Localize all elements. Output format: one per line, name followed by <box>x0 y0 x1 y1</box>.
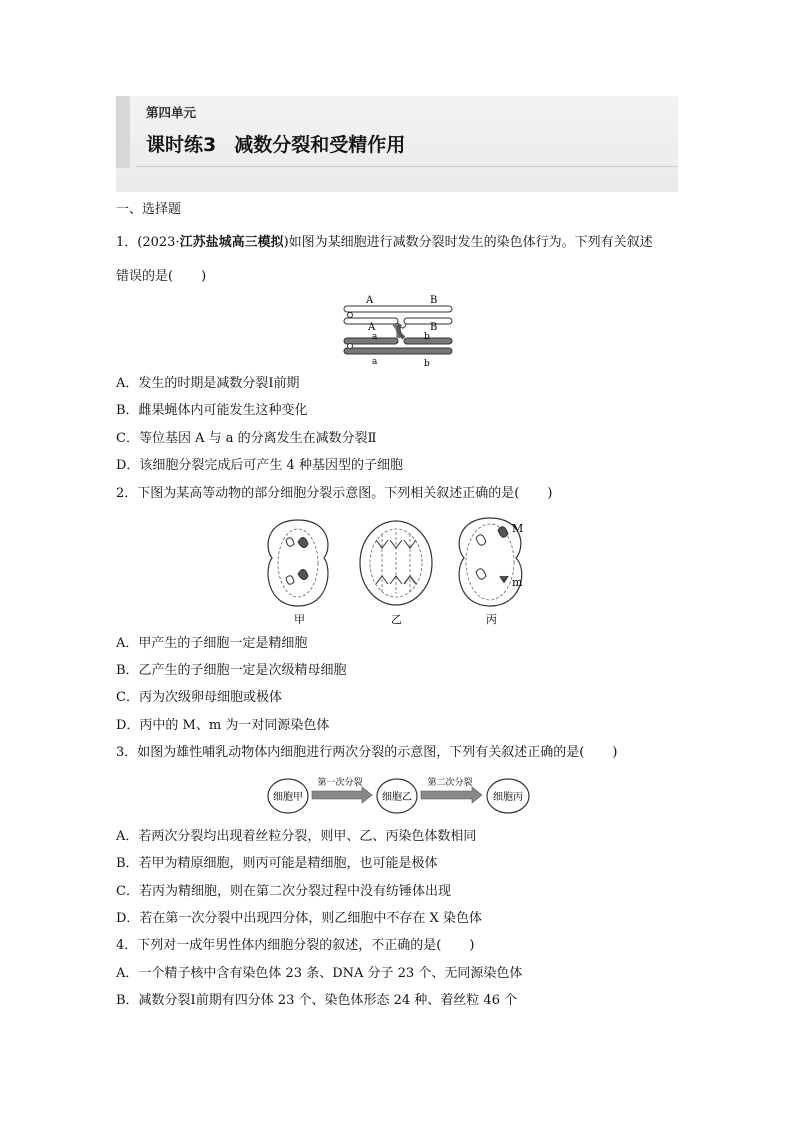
crossover-strand-2 <box>399 324 404 338</box>
cell-jia <box>268 520 328 626</box>
header-accent-bar <box>116 96 130 168</box>
q3-option-c: C．若丙为精细胞，则在第二次分裂过程中没有纺锤体出现 <box>116 884 451 899</box>
q1-source: 江苏盐城高三模拟 <box>179 235 284 250</box>
q1-paren-close: ) <box>201 269 207 284</box>
flow-arrow-1 <box>312 787 372 803</box>
mark-M: M <box>512 522 524 535</box>
fig-label-A1: A <box>366 295 374 306</box>
centromere-upper <box>348 313 353 318</box>
flow-arrow-2-label: 第二次分裂 <box>427 778 473 788</box>
fig-label-a2: a <box>372 357 378 367</box>
q1-option-c: C．等位基因 A 与 a 的分离发生在减数分裂Ⅱ <box>116 431 377 446</box>
fig-label-a1: a <box>372 332 378 342</box>
q1-source-close: ) <box>283 235 289 250</box>
flow-cell-2-label: 细胞乙 <box>382 792 412 803</box>
chromatid-lower-1a <box>344 338 398 344</box>
lesson-title <box>146 130 405 157</box>
q1-stem-line1 <box>116 235 653 251</box>
q3-option-b: B．若甲为精原细胞，则丙可能是精细胞，也可能是极体 <box>116 856 438 871</box>
q1-source-open: (2023· <box>137 235 180 250</box>
q1-stem-text2: 错误的是( <box>116 269 174 284</box>
flow-cell-1-label: 细胞甲 <box>273 792 303 803</box>
header-rule <box>136 166 678 167</box>
fig-label-A2: A <box>368 322 376 333</box>
cell-label-yi: 乙 <box>391 613 402 626</box>
q1-option-d: D．该细胞分裂完成后可产生 4 种基因型的子细胞 <box>116 458 403 473</box>
q3-option-a: A．若两次分裂均出现着丝粒分裂，则甲、乙、丙染色体数相同 <box>116 829 477 844</box>
fig-label-b2: b <box>424 359 430 369</box>
q1-number: 1． <box>116 235 138 250</box>
q4-stem <box>116 938 474 954</box>
q2-option-b: B．乙产生的子细胞一定是次级精母细胞 <box>116 663 347 678</box>
flow-arrow-2 <box>421 787 482 803</box>
q3-stem <box>116 745 617 761</box>
q2-stem <box>116 486 552 502</box>
cell-label-bing: 丙 <box>486 613 497 626</box>
centromere-lower <box>348 344 353 349</box>
q2-option-c: C．丙为次级卵母细胞或极体 <box>116 690 282 705</box>
q3-option-d: D．若在第一次分裂中出现四分体，则乙细胞中不存在 X 染色体 <box>116 911 482 926</box>
q1-option-a: A．发生的时期是减数分裂Ⅰ前期 <box>116 376 300 391</box>
cell-label-jia: 甲 <box>294 613 305 626</box>
q2-option-a: A．甲产生的子细胞一定是精细胞 <box>116 636 308 651</box>
q3-stem-text: 3．如图为雄性哺乳动物体内细胞进行两次分裂的示意图，下列有关叙述正确的是( <box>116 745 585 760</box>
q4-option-b: B．减数分裂Ⅰ前期有四分体 23 个、染色体形态 24 种、着丝粒 46 个 <box>116 993 518 1008</box>
q4-option-a: A．一个精子核中含有染色体 23 条、DNA 分子 23 个、无同源染色体 <box>116 966 523 981</box>
q4-stem-text: 4．下列对一成年男性体内细胞分裂的叙述，不正确的是( <box>116 938 442 953</box>
lesson-number: 课时练3 <box>146 134 217 156</box>
fig-label-b1: b <box>424 332 430 342</box>
q2-stem-text: 2．下图为某高等动物的部分细胞分裂示意图。下列相关叙述正确的是( <box>116 486 520 501</box>
flow-cell-3-label: 细胞丙 <box>493 792 523 803</box>
q4-paren-close: ) <box>469 938 475 953</box>
q2-option-d: D．丙中的 M、m 为一对同源染色体 <box>116 718 330 733</box>
chromatid-lower-2 <box>344 348 452 354</box>
lesson-name: 减数分裂和受精作用 <box>234 134 406 156</box>
cell-yi <box>360 521 432 626</box>
fig-label-B2: B <box>430 322 438 333</box>
section-title: 一、选择题 <box>116 202 182 217</box>
mark-m: m <box>512 576 523 589</box>
flow-arrow-1-label: 第一次分裂 <box>317 778 363 788</box>
q3-paren-close: ) <box>612 745 618 760</box>
fig-label-B1: B <box>430 295 438 306</box>
q2-cell-division-figure <box>258 512 538 626</box>
q1-stem-text: 如图为某细胞进行减数分裂时发生的染色体行为。下列有关叙述 <box>288 235 653 250</box>
cell-bing <box>459 518 523 626</box>
q3-flow-figure <box>266 773 532 819</box>
q1-stem-line2 <box>116 269 206 285</box>
chromatid-upper-1 <box>344 306 452 312</box>
chromatid-upper-2b <box>404 318 452 324</box>
q2-paren-close: ) <box>547 486 553 501</box>
q1-option-b: B．雌果蝇体内可能发生这种变化 <box>116 403 308 418</box>
q1-crossover-figure <box>338 292 460 370</box>
unit-label: 第四单元 <box>146 105 197 120</box>
